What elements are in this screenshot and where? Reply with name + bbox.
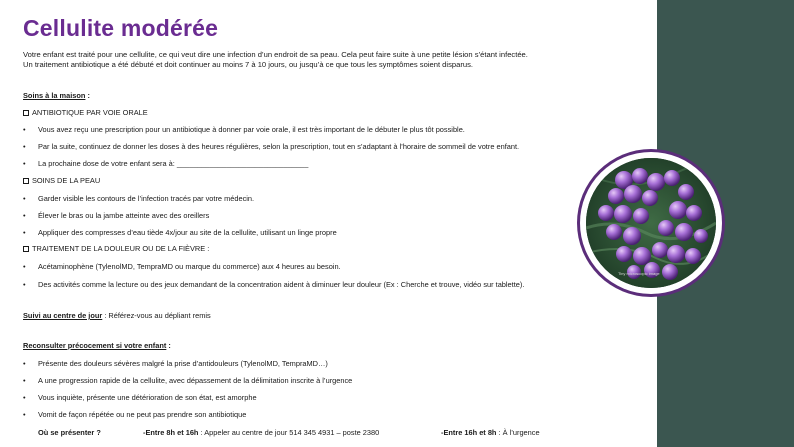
home-care-heading-text: Soins à la maison [23, 91, 86, 100]
list-item: • Vous avez reçu une prescription pour un antibiotique à donner par voie orale, il est très important de le débuter le plus tôt possible. [38, 125, 465, 134]
list-item: • La prochaine dose de votre enfant sera à: ________________________________ [38, 159, 308, 168]
home-care-heading-suffix: : [85, 91, 90, 100]
where-day-text: : Appeler au centre de jour 514 345 4931 – poste 2380 [198, 428, 380, 437]
where-night-text: : À l’urgence [496, 428, 540, 437]
antibiotic-label: ANTIBIOTIQUE PAR VOIE ORALE [32, 108, 148, 117]
bacteria-micrograph-icon [586, 158, 716, 288]
where-night [441, 428, 540, 437]
page-title: Cellulite modérée [23, 15, 219, 41]
list-item: • Appliquer des compresses d’eau tiède 4x/jour au site de la cellulite, utilisant un linge propre [38, 228, 337, 237]
list-item: • A une progression rapide de la cellulite, avec dépassement de la délimitation inscrite à l’urgence [38, 376, 352, 385]
where-label: Où se présenter ? [38, 428, 101, 437]
followup-heading: Suivi au centre de jour [23, 311, 103, 320]
list-item: • Acétaminophène (TylenolMD, TempraMD ou marque du commerce) aux 4 heures au besoin. [38, 262, 341, 271]
where-night-bold: -Entre 16h et 8h [441, 428, 497, 437]
list-item: • Garder visible les contours de l’infection tracés par votre médecin. [38, 194, 254, 203]
bacteria-image-frame [580, 152, 722, 294]
list-item: • Vomit de façon répétée ou ne peut pas prendre son antibiotique [38, 410, 246, 419]
list-item: • Présente des douleurs sévères malgré la prise d’antidouleurs (TylenolMD, TempraMD…) [38, 359, 328, 368]
followup-line [23, 311, 211, 320]
list-item: • Des activités comme la lecture ou des jeux demandant de la concentration aident à diminuer leur douleur (Ex : Cherche et trouve, vidéo sur tablette). [38, 280, 524, 289]
skin-label: SOINS DE LA PEAU [32, 176, 101, 185]
pain-section-label [23, 244, 209, 253]
intro-paragraph [23, 50, 643, 70]
where-day-bold: -Entre 8h et 16h [143, 428, 199, 437]
home-care-heading [23, 91, 90, 100]
followup-text: : Référez-vous au dépliant remis [102, 311, 211, 320]
where-day [143, 428, 379, 437]
pain-label: TRAITEMENT DE LA DOULEUR OU DE LA FIÈVRE : [32, 244, 210, 253]
reconsult-heading: Reconsulter précocement si votre enfant [23, 341, 167, 350]
intro-line-2: Un traitement antibiotique a été débuté et doit continuer au moins 7 à 10 jours, ou jusqu’à ce que tous les symptômes soient disparus. [23, 60, 473, 69]
intro-line-1: Votre enfant est traité pour une cellulite, ce qui veut dire une infection d’un endroit de sa peau. Cela peut faire suite à une petite lésion s’étant infectée. [23, 50, 528, 59]
checkbox-icon [23, 246, 29, 252]
skin-section-label [23, 176, 100, 185]
image-caption: Tiny microscopic image [618, 271, 660, 276]
reconsult-heading-suffix: : [166, 341, 171, 350]
list-item: • Par la suite, continuez de donner les doses à des heures régulières, selon la prescription, tout en s’adaptant à l’horaire de sommeil de votre enfant. [38, 142, 519, 151]
reconsult-heading-line [23, 341, 171, 350]
antibiotic-section-label [23, 108, 148, 117]
list-item: • Élever le bras ou la jambe atteinte avec des oreillers [38, 211, 209, 220]
checkbox-icon [23, 110, 29, 116]
list-item: • Vous inquiète, présente une détérioration de son état, est amorphe [38, 393, 257, 402]
checkbox-icon [23, 178, 29, 184]
